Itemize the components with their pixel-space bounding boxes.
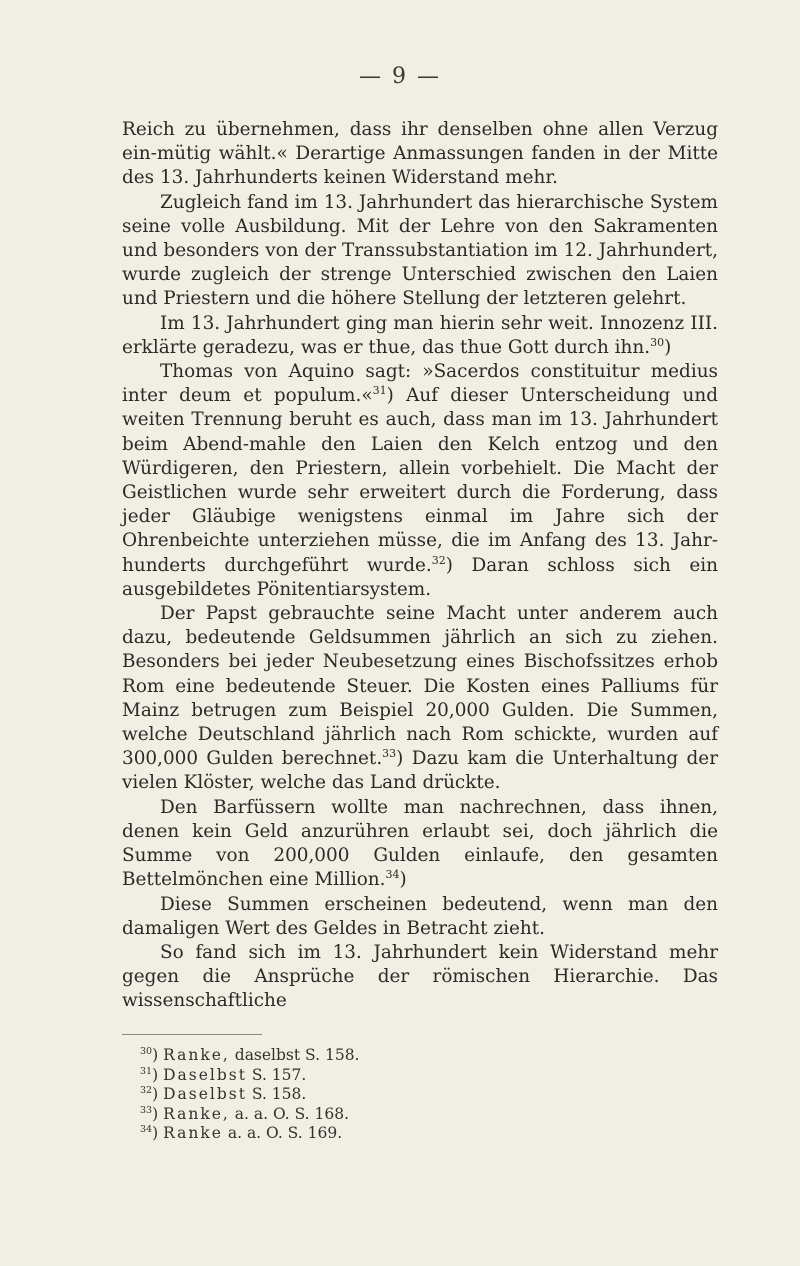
paragraph xyxy=(122,360,718,602)
paragraph: So fand sich im 13. Jahrhundert kein Widerstand mehr gegen die Ansprüche der römischen Hierarchie. Das wissenschaftliche xyxy=(122,941,718,1012)
paragraph: Zugleich fand im 13. Jahrhundert das hierarchische System seine volle Ausbildung. Mit der Lehre von den Sakramenten und besonders von der Transsubstantiation im 12. Jahrhundert, wurde zugleich der strenge Unterschied zwischen den Laien und Priestern und die höhere Stellung der letzteren gelehrt. xyxy=(122,191,718,310)
paragraph-text-after: Dazu kam die Unterhaltung der vielen Klöster, welche das Land drückte. xyxy=(122,748,718,794)
paragraph-text: Der Papst gebrauchte seine Macht unter anderem auch dazu, bedeutende Geldsummen jährlich an sich zu ziehen. Besonders bei jeder Neubesetzung eines Bischofssitzes erhob Rom eine bedeutende Steuer. Die Kosten eines Palliums für Mainz betrugen zum Beispiel 20,000 Gulden. Die Summen, welche Deutschland jährlich nach Rom schickte, wurden auf 300,000 Gulden berechnet. xyxy=(122,603,718,770)
footnote-divider xyxy=(122,1034,262,1035)
body-text xyxy=(122,118,718,1014)
footnote-number: 31 xyxy=(140,1065,153,1077)
footnote-ref-close: ) xyxy=(396,748,404,770)
footnote-text: S. 158. xyxy=(251,1085,307,1104)
footnote-ref: 31 xyxy=(372,384,387,398)
paragraph-text: Thomas von Aquino sagt: »Sacerdos constituitur medius inter deum et populum.« xyxy=(122,361,718,407)
paragraph-text-after: Daran schloss sich ein ausgebildetes Pönitentiarsystem. xyxy=(122,554,718,600)
footnote-author: Daselbst xyxy=(163,1065,247,1084)
footnote: $^{34}$) Ranke a. a. O. S. 169. xyxy=(140,1124,343,1143)
footnote-author: Ranke, xyxy=(163,1104,230,1123)
footnote: $^{31}$) Daselbst S. 157. xyxy=(140,1065,307,1084)
footnote-number: 33 xyxy=(140,1104,153,1116)
footnote-ref-close: ) xyxy=(445,554,453,576)
footnote-text: S. 157. xyxy=(251,1065,307,1084)
footnote-text: a. a. O. S. 168. xyxy=(234,1104,350,1123)
footnote-text: daselbst S. 158. xyxy=(234,1046,360,1064)
footnotes xyxy=(140,1046,540,1144)
paragraph: Diese Summen erscheinen bedeutend, wenn man den damaligen Wert des Geldes in Betracht zieht. xyxy=(122,893,718,939)
footnote-author: Ranke, xyxy=(163,1046,230,1064)
page-number: — 9 — xyxy=(359,64,441,89)
paragraph-text: Im 13. Jahrhundert ging man hierin sehr weit. Innozenz III. erklärte geradezu, was er thue, das thue Gott durch ihn. xyxy=(122,312,718,358)
footnote-ref-close: ) xyxy=(664,336,672,358)
footnote-ref-close: ) xyxy=(399,869,407,891)
footnote: $^{30}$) Ranke, daselbst S. 158. xyxy=(140,1045,360,1064)
paragraph-text-after: Auf dieser Unterscheidung und weiten Trennung beruht es auch, dass man im 13. Jahrhundert beim Abend-mahle den Laien den Kelch entzog und den Würdigeren, den Priestern, allein vorbehielt. Die Macht der Geistlichen wurde sehr erweitert durch die Forderung, dass jeder Gläubige wenigstens einmal im Jahre sich der Ohrenbeichte unterziehen müsse, die im Anfang des 13. Jahr-hunderts durchgeführt wurde. xyxy=(122,385,718,576)
footnote-ref-close: ) xyxy=(386,385,394,407)
footnote-ref: 30 xyxy=(650,335,665,349)
footnote-number: 34 xyxy=(140,1124,153,1136)
paragraph-text: Den Barfüssern wollte man nachrechnen, dass ihnen, denen kein Geld anzurühren erlaubt sei, doch jährlich die Summe von 200,000 Gulden einlaufe, den gesamten Bettelmönchen eine Million. xyxy=(122,796,718,891)
footnote-text: a. a. O. S. 169. xyxy=(227,1124,343,1143)
footnote-author: Ranke xyxy=(163,1124,223,1143)
paragraph xyxy=(122,796,718,893)
footnote-ref: 34 xyxy=(385,868,400,882)
footnote: $^{32}$) Daselbst S. 158. xyxy=(140,1085,307,1104)
footnote-number: 30 xyxy=(140,1045,153,1057)
paragraph: Reich zu übernehmen, dass ihr denselben ohne allen Verzug ein-mütig wählt.« Derartige Anmassungen fanden in der Mitte des 13. Jahrhunderts keinen Widerstand mehr. xyxy=(122,119,718,189)
footnote: $^{33}$) Ranke, a. a. O. S. 168. xyxy=(140,1104,350,1123)
footnote-author: Daselbst xyxy=(163,1085,247,1104)
footnote-ref: 32 xyxy=(431,553,446,567)
paragraph xyxy=(122,602,718,796)
paragraph xyxy=(122,312,718,360)
footnote-ref: 33 xyxy=(382,747,397,761)
footnote-number: 32 xyxy=(140,1085,153,1097)
